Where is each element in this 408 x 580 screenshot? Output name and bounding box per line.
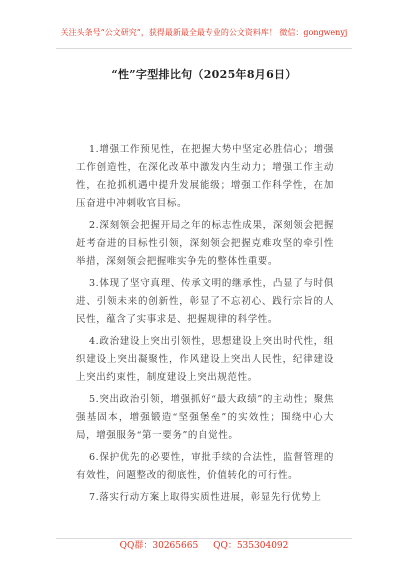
paragraph-2: 2.深刻领会把握开局之年的标志性成果，深刻领会把握赶考奋进的目标性引领，深刻领会把握克难攻坚的牵引性举措，深刻领会把握唯实争先的整体性重要。 [76, 220, 334, 267]
footer-qq-number: QQ：535304092 [213, 541, 289, 551]
paragraph-1: 1.增强工作预见性，在把握大势中坚定必胜信心；增强工作创造性，在深化改革中激发内生动力；增强工作主动性，在抢抓机遇中提升发展能级；增强工作科学性，在加压奋进中冲刺收官目标。 [76, 144, 334, 209]
paragraph-5: 5.突出政治引领，增强抓好“最大政绩”的主动性；聚焦强基固本，增强锻造“坚强堡垒”的实效性；围绕中心大局，增强服务“第一要务”的自觉性。 [76, 394, 334, 441]
footer-qq-group: QQ群：30265665 [119, 541, 199, 551]
header-divider [56, 48, 352, 49]
document-title: “性”字型排比句（2025年8月6日） [111, 68, 297, 81]
paragraph-6: 6.保护优先的必要性，审批手续的合法性，监督管理的有效性，问题整改的彻底性，价值转化的可行性。 [76, 452, 334, 481]
footer-divider [56, 538, 352, 539]
footer [0, 540, 408, 552]
document-body [76, 141, 334, 511]
header-banner: 关注头条号“公文研究”，获得最新最全最专业的公文资料库！ 微信：gongwenyj [60, 28, 348, 37]
paragraph-4: 4.政治建设上突出引领性，思想建设上突出时代性，组织建设上突出凝聚性，作风建设上突出人民性，纪律建设上突出约束性，制度建设上突出规范性。 [76, 336, 334, 383]
paragraph-3: 3.体现了坚守真理、传承文明的继承性，凸显了与时俱进、引领未来的创新性，彰显了不忘初心、践行宗旨的人民性，蕴含了实事求是、把握规律的科学性。 [76, 278, 334, 325]
paragraph-7: 7.落实行动方案上取得实质性进展，彰显先行优势上 [89, 492, 322, 503]
